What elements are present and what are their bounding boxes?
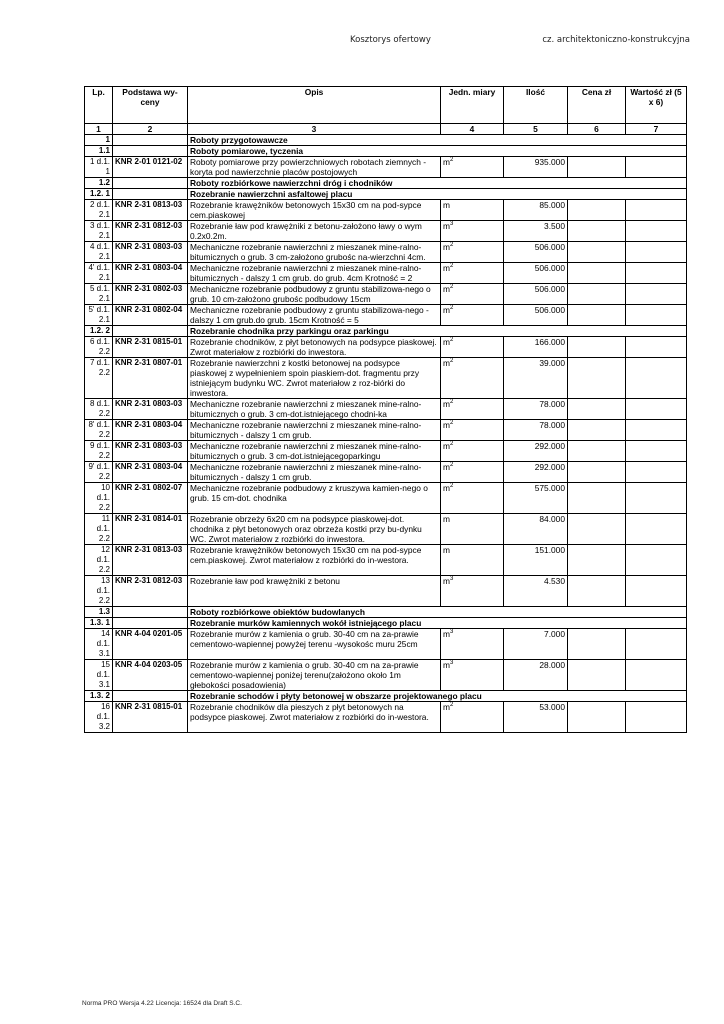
qty-cell: 935.000 — [504, 157, 568, 178]
desc-cell: Rozebranie murów z kamienia o grub. 30-40 cm na za-prawie cementowo-wapiennej poniżej terenu(założono około 1m głebokości posadowienia) — [188, 660, 441, 691]
lp-cell: 1.2. 1 — [85, 189, 113, 200]
item-row — [85, 284, 687, 305]
item-row — [85, 263, 687, 284]
qty-cell: 575.000 — [504, 483, 568, 514]
qty-cell: 151.000 — [504, 545, 568, 576]
unit-exponent: 2 — [449, 242, 454, 249]
qty-cell: 7.000 — [504, 629, 568, 660]
unit-cell: $m^2$ — [441, 305, 504, 326]
basis-cell: KNR 2-31 0803-04 — [113, 263, 188, 284]
unit-cell: $m^3$ — [441, 576, 504, 607]
section-row — [85, 189, 687, 200]
unit-exponent: 2 — [449, 284, 454, 291]
price-cell — [568, 221, 626, 242]
col-number: 4 — [441, 124, 504, 135]
lp-cell: 1.1 — [85, 146, 113, 157]
qty-cell: 85.000 — [504, 200, 568, 221]
qty-cell: 166.000 — [504, 337, 568, 358]
lp-cell: 15 d.1. 3.1 — [85, 660, 113, 691]
price-cell — [568, 629, 626, 660]
desc-cell: Rozebranie murów z kamienia o grub. 30-40 cm na za-prawie cementowo-wapiennej powyżej terenu -wysokośc muru 25cm — [188, 629, 441, 660]
unit-exponent: 3 — [449, 660, 454, 667]
basis-cell — [113, 178, 188, 189]
price-cell — [568, 242, 626, 263]
unit-exponent: 2 — [449, 483, 454, 490]
value-cell — [626, 514, 687, 545]
table-body — [85, 135, 687, 733]
basis-cell: KNR 2-31 0802-07 — [113, 483, 188, 514]
basis-cell: KNR 2-31 0813-03 — [113, 200, 188, 221]
desc-cell: Mechaniczne rozebranie nawierzchni z mieszanek mine-ralno-bitumicznych o grub. 3 cm-dot.istniejącegoparkingu — [188, 441, 441, 462]
qty-cell: 39.000 — [504, 358, 568, 399]
desc-cell: Mechaniczne rozebranie nawierzchni z mieszanek mine-ralno-bitumicznych - dalszy 1 cm grub. do grub. 4cm Krotność = 2 — [188, 263, 441, 284]
qty-cell: 506.000 — [504, 305, 568, 326]
desc-cell: Mechaniczne rozebranie podbudowy z kruszywa kamien-nego o grub. 15 cm-dot. chodnika — [188, 483, 441, 514]
desc-cell: Roboty pomiarowe przy powierzchniowych robotach ziemnych - koryta pod nawierzchnie placów postojowych — [188, 157, 441, 178]
lp-cell: 4 d.1. 2.1 — [85, 242, 113, 263]
value-cell — [626, 221, 687, 242]
price-cell — [568, 200, 626, 221]
desc-cell: Rozebranie chodników, z płyt betonowych na podsypce piaskowej. Zwrot materiałow z rozbiórki do inwestora. — [188, 337, 441, 358]
lp-cell: 4' d.1. 2.1 — [85, 263, 113, 284]
price-cell — [568, 420, 626, 441]
unit-cell: m — [441, 514, 504, 545]
doc-section: cz. architektoniczno-konstrukcyjna — [542, 35, 690, 45]
basis-cell — [113, 135, 188, 146]
lp-cell: 1.3. 2 — [85, 691, 113, 702]
qty-cell: 28.000 — [504, 660, 568, 691]
footer-license: Norma PRO Wersja 4.22 Licencja: 16524 dla Draft S.C. — [82, 1000, 242, 1007]
lp-cell: 3 d.1. 2.1 — [85, 221, 113, 242]
item-row — [85, 514, 687, 545]
unit-exponent: 2 — [449, 702, 454, 709]
basis-cell: KNR 2-31 0803-03 — [113, 242, 188, 263]
basis-cell: KNR 4-04 0203-05 — [113, 660, 188, 691]
qty-cell: 506.000 — [504, 263, 568, 284]
price-cell — [568, 660, 626, 691]
desc-cell: Mechaniczne rozebranie nawierzchni z mieszanek mine-ralno-bitumicznych - dalszy 1 cm grub. — [188, 420, 441, 441]
unit-cell: $m^2$ — [441, 284, 504, 305]
qty-cell: 3.500 — [504, 221, 568, 242]
lp-cell: 10 d.1. 2.2 — [85, 483, 113, 514]
qty-cell: 78.000 — [504, 420, 568, 441]
desc-cell: Mechaniczne rozebranie nawierzchni z mieszanek mine-ralno-bitumicznych o grub. 3 cm-założono grubośc na-wierzchni 4cm. — [188, 242, 441, 263]
section-row — [85, 607, 687, 618]
value-cell — [626, 358, 687, 399]
price-cell — [568, 358, 626, 399]
basis-cell: KNR 2-31 0803-04 — [113, 462, 188, 483]
basis-cell: KNR 2-31 0803-03 — [113, 399, 188, 420]
lp-cell: 5' d.1. 2.1 — [85, 305, 113, 326]
item-row — [85, 702, 687, 733]
lp-cell: 9' d.1. 2.2 — [85, 462, 113, 483]
unit-cell: $m^2$ — [441, 263, 504, 284]
value-cell — [626, 576, 687, 607]
desc-cell: Mechaniczne rozebranie podbudowy z gruntu stabilizowa-nego o grub. 10 cm-założono grubośc podbudowy 15cm — [188, 284, 441, 305]
price-cell — [568, 157, 626, 178]
unit-cell: $m^2$ — [441, 462, 504, 483]
lp-cell: 1 d.1. 1 — [85, 157, 113, 178]
lp-cell: 8' d.1. 2.2 — [85, 420, 113, 441]
lp-cell: 6 d.1. 2.2 — [85, 337, 113, 358]
section-title: Rozebranie chodnika przy parkingu oraz parkingu — [188, 326, 687, 337]
item-row — [85, 200, 687, 221]
value-cell — [626, 702, 687, 733]
item-row — [85, 358, 687, 399]
unit-exponent: 2 — [449, 305, 454, 312]
lp-cell: 1.2 — [85, 178, 113, 189]
qty-cell: 292.000 — [504, 462, 568, 483]
desc-cell: Mechaniczne rozebranie podbudowy z gruntu stabilizowa-nego - dalszy 1 cm grub.do grub. 15cm Krotność = 5 — [188, 305, 441, 326]
value-cell — [626, 305, 687, 326]
section-row — [85, 691, 687, 702]
lp-cell: 1.3 — [85, 607, 113, 618]
item-row — [85, 483, 687, 514]
value-cell — [626, 242, 687, 263]
col-header-desc: Opis — [188, 87, 441, 124]
price-cell — [568, 284, 626, 305]
unit-cell: $m^2$ — [441, 157, 504, 178]
item-row — [85, 221, 687, 242]
basis-cell — [113, 607, 188, 618]
desc-cell: Rozebranie ław pod krawężniki z betonu — [188, 576, 441, 607]
unit-exponent: 2 — [449, 263, 454, 270]
lp-cell: 16 d.1. 3.2 — [85, 702, 113, 733]
unit-exponent: 3 — [449, 221, 454, 228]
price-cell — [568, 399, 626, 420]
desc-cell: Mechaniczne rozebranie nawierzchni z mieszanek mine-ralno-bitumicznych o grub. 3 cm-dot.istniejącego chodni-ka — [188, 399, 441, 420]
lp-cell: 1 — [85, 135, 113, 146]
col-number: 5 — [504, 124, 568, 135]
lp-cell: 11 d.1. 2.2 — [85, 514, 113, 545]
item-row — [85, 399, 687, 420]
qty-cell: 4.530 — [504, 576, 568, 607]
basis-cell: KNR 2-31 0815-01 — [113, 337, 188, 358]
desc-cell: Mechaniczne rozebranie nawierzchni z mieszanek mine-ralno-bitumicznych - dalszy 1 cm grub. — [188, 462, 441, 483]
lp-cell: 13 d.1. 2.2 — [85, 576, 113, 607]
section-row — [85, 326, 687, 337]
unit-cell: $m^2$ — [441, 441, 504, 462]
unit-cell: $m^2$ — [441, 420, 504, 441]
value-cell — [626, 337, 687, 358]
price-cell — [568, 545, 626, 576]
unit-cell: $m^2$ — [441, 358, 504, 399]
basis-cell: KNR 2-31 0803-03 — [113, 441, 188, 462]
section-row — [85, 146, 687, 157]
unit-exponent: 2 — [449, 462, 454, 469]
price-cell — [568, 263, 626, 284]
value-cell — [626, 200, 687, 221]
price-cell — [568, 483, 626, 514]
section-title: Rozebranie schodów i płyty betonowej w obszarze projektowanego placu — [188, 691, 687, 702]
column-header-row — [85, 87, 687, 124]
value-cell — [626, 420, 687, 441]
unit-exponent: 3 — [449, 629, 454, 636]
item-row — [85, 545, 687, 576]
value-cell — [626, 660, 687, 691]
unit-cell: m — [441, 200, 504, 221]
unit-cell: $m^2$ — [441, 483, 504, 514]
qty-cell: 292.000 — [504, 441, 568, 462]
unit-cell: $m^3$ — [441, 660, 504, 691]
unit-cell: $m^2$ — [441, 242, 504, 263]
col-header-value: Wartość zł (5 x 6) — [626, 87, 687, 124]
basis-cell — [113, 691, 188, 702]
desc-cell: Rozebranie obrzeży 6x20 cm na podsypce piaskowej-dot. chodnika z płyt betonowych oraz obrzeża kostki przy bu-dynku WC. Zwrot materiałow z rozbiórki do inwestora. — [188, 514, 441, 545]
value-cell — [626, 263, 687, 284]
lp-cell: 1.2. 2 — [85, 326, 113, 337]
section-title: Roboty przygotowawcze — [188, 135, 687, 146]
section-title: Roboty pomiarowe, tyczenia — [188, 146, 687, 157]
basis-cell: KNR 2-31 0812-03 — [113, 221, 188, 242]
value-cell — [626, 629, 687, 660]
cost-estimate-table — [84, 86, 687, 733]
value-cell — [626, 284, 687, 305]
price-cell — [568, 576, 626, 607]
desc-cell: Rozebranie ław pod krawężniki z betonu-założono ławy o wym 0.2x0.2m. — [188, 221, 441, 242]
col-header-lp: Lp. — [85, 87, 113, 124]
qty-cell: 84.000 — [504, 514, 568, 545]
basis-cell: KNR 2-01 0121-02 — [113, 157, 188, 178]
col-number: 6 — [568, 124, 626, 135]
basis-cell: KNR 2-31 0807-01 — [113, 358, 188, 399]
unit-cell: m — [441, 545, 504, 576]
lp-cell: 7 d.1. 2.2 — [85, 358, 113, 399]
value-cell — [626, 399, 687, 420]
col-header-price: Cena zł — [568, 87, 626, 124]
col-header-qty: Ilość — [504, 87, 568, 124]
unit-exponent: 2 — [449, 441, 454, 448]
price-cell — [568, 462, 626, 483]
col-header-basis: Podstawa wy-ceny — [113, 87, 188, 124]
qty-cell: 53.000 — [504, 702, 568, 733]
lp-cell: 9 d.1. 2.2 — [85, 441, 113, 462]
price-cell — [568, 702, 626, 733]
desc-cell: Rozebranie chodników dla pieszych z płyt betonowych na podsypce piaskowej. Zwrot materiałow z rozbiórki do in-westora. — [188, 702, 441, 733]
lp-cell: 14 d.1. 3.1 — [85, 629, 113, 660]
unit-cell: $m^2$ — [441, 337, 504, 358]
value-cell — [626, 462, 687, 483]
price-cell — [568, 441, 626, 462]
unit-cell: $m^3$ — [441, 221, 504, 242]
lp-cell: 2 d.1. 2.1 — [85, 200, 113, 221]
basis-cell — [113, 326, 188, 337]
basis-cell — [113, 189, 188, 200]
unit-cell: $m^3$ — [441, 629, 504, 660]
item-row — [85, 337, 687, 358]
desc-cell: Rozebranie krawężników betonowych 15x30 cm na pod-sypce cem.piaskowej. Zwrot materiałow z rozbiórki do in-westora. — [188, 545, 441, 576]
item-row — [85, 660, 687, 691]
section-title: Rozebranie nawierzchni asfaltowej placu — [188, 189, 687, 200]
unit-cell: $m^2$ — [441, 399, 504, 420]
desc-cell: Rozebranie krawężników betonowych 15x30 cm na pod-sypce cem.piaskowej — [188, 200, 441, 221]
basis-cell: KNR 2-31 0802-03 — [113, 284, 188, 305]
value-cell — [626, 441, 687, 462]
unit-exponent: 2 — [449, 157, 454, 164]
qty-cell: 506.000 — [504, 284, 568, 305]
section-title: Roboty rozbiórkowe obiektów budowlanych — [188, 607, 687, 618]
basis-cell: KNR 2-31 0802-04 — [113, 305, 188, 326]
price-cell — [568, 305, 626, 326]
column-number-row — [85, 124, 687, 135]
section-row — [85, 135, 687, 146]
lp-cell: 8 d.1. 2.2 — [85, 399, 113, 420]
item-row — [85, 462, 687, 483]
item-row — [85, 629, 687, 660]
value-cell — [626, 483, 687, 514]
col-number: 1 — [85, 124, 113, 135]
col-number: 2 — [113, 124, 188, 135]
section-title: Roboty rozbiórkowe nawierzchni dróg i chodników — [188, 178, 687, 189]
section-row — [85, 178, 687, 189]
qty-cell: 78.000 — [504, 399, 568, 420]
unit-cell: $m^2$ — [441, 702, 504, 733]
section-row — [85, 618, 687, 629]
col-header-unit: Jedn. miary — [441, 87, 504, 124]
item-row — [85, 441, 687, 462]
item-row — [85, 420, 687, 441]
basis-cell: KNR 2-31 0813-03 — [113, 545, 188, 576]
col-number: 7 — [626, 124, 687, 135]
qty-cell: 506.000 — [504, 242, 568, 263]
desc-cell: Rozebranie nawierzchni z kostki betonowej na podsypce piaskowej z wypełnieniem spoin piaskiem-dot. fragmentu przy istniejącym budynku WC. Zwrot materiałow z roz-biórki do inwestora. — [188, 358, 441, 399]
item-row — [85, 242, 687, 263]
value-cell — [626, 157, 687, 178]
col-number: 3 — [188, 124, 441, 135]
price-cell — [568, 514, 626, 545]
lp-cell: 5 d.1. 2.1 — [85, 284, 113, 305]
basis-cell: KNR 2-31 0814-01 — [113, 514, 188, 545]
doc-title: Kosztorys ofertowy — [350, 35, 431, 45]
basis-cell: KNR 2-31 0815-01 — [113, 702, 188, 733]
price-cell — [568, 337, 626, 358]
item-row — [85, 157, 687, 178]
lp-cell: 1.3. 1 — [85, 618, 113, 629]
basis-cell: KNR 4-04 0201-05 — [113, 629, 188, 660]
basis-cell: KNR 2-31 0803-04 — [113, 420, 188, 441]
lp-cell: 12 d.1. 2.2 — [85, 545, 113, 576]
item-row — [85, 576, 687, 607]
unit-exponent: 3 — [449, 576, 454, 583]
item-row — [85, 305, 687, 326]
basis-cell — [113, 146, 188, 157]
unit-exponent: 2 — [449, 399, 454, 406]
basis-cell — [113, 618, 188, 629]
section-title: Rozebranie murków kamiennych wokół istniejącego placu — [188, 618, 687, 629]
basis-cell: KNR 2-31 0812-03 — [113, 576, 188, 607]
value-cell — [626, 545, 687, 576]
unit-exponent: 2 — [449, 358, 454, 365]
unit-exponent: 2 — [449, 337, 454, 344]
unit-exponent: 2 — [449, 420, 454, 427]
